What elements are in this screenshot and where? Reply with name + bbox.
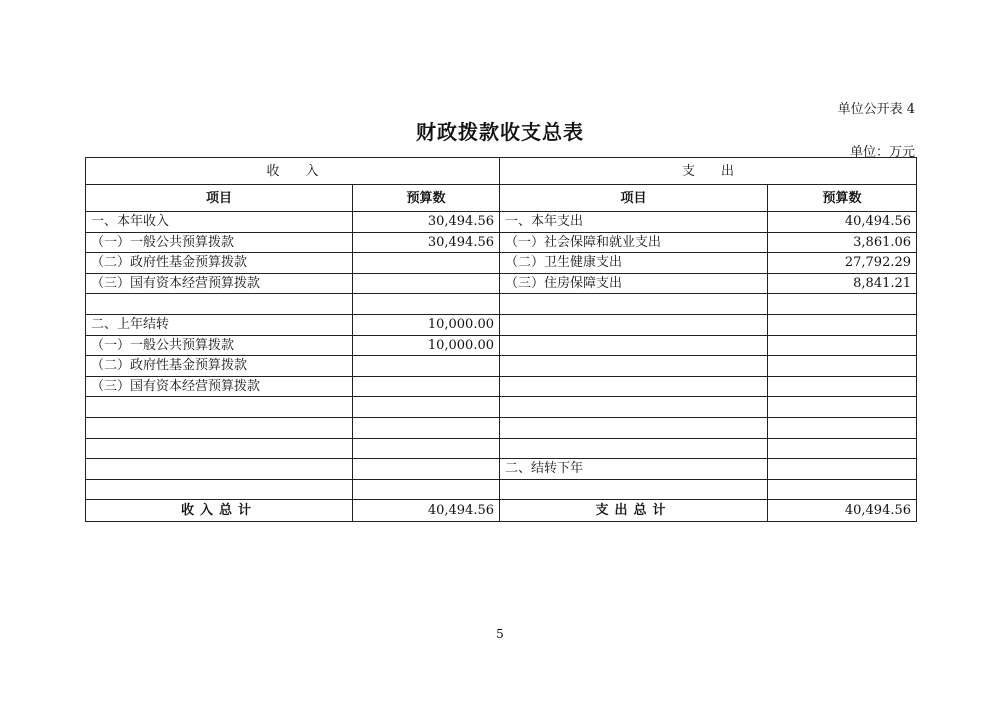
expense-value-cell	[768, 356, 917, 377]
expense-value-cell	[768, 376, 917, 397]
expense-value-cell	[768, 397, 917, 418]
income-item-cell	[86, 294, 353, 315]
income-item-header: 项目	[86, 185, 353, 212]
expense-item-cell	[500, 376, 768, 397]
table-row	[86, 417, 917, 438]
table-row	[86, 376, 917, 397]
expense-item-cell	[500, 417, 768, 438]
expense-value-cell	[768, 294, 917, 315]
expense-value-cell	[768, 479, 917, 500]
income-item-cell: （二）政府性基金预算拨款	[86, 356, 353, 377]
unit-label: 单位：万元	[849, 145, 915, 160]
income-budget-header: 预算数	[353, 185, 500, 212]
table-row	[86, 335, 917, 356]
expense-value-cell	[768, 314, 917, 335]
page-number: 5	[496, 627, 504, 641]
page-title: 财政拨款收支总表	[416, 120, 584, 144]
income-value-cell: 10,000.00	[353, 314, 500, 335]
income-value-cell	[353, 356, 500, 377]
expense-item-cell: 一、本年支出	[500, 212, 768, 233]
table-number: 单位公开表 4	[837, 102, 915, 117]
table-row	[86, 253, 917, 274]
income-item-cell: 一、本年收入	[86, 212, 353, 233]
table-row	[86, 314, 917, 335]
income-item-cell	[86, 459, 353, 480]
income-value-cell: 30,494.56	[353, 212, 500, 233]
income-item-cell: （二）政府性基金预算拨款	[86, 253, 353, 274]
expense-total-value: 40,494.56	[768, 500, 917, 522]
table-row	[86, 273, 917, 294]
expense-item-cell: （二）卫生健康支出	[500, 253, 768, 274]
expense-header: 支 出	[500, 158, 917, 185]
income-item-cell	[86, 417, 353, 438]
expense-item-cell	[500, 397, 768, 418]
income-value-cell: 10,000.00	[353, 335, 500, 356]
expense-item-cell	[500, 335, 768, 356]
expense-item-cell	[500, 356, 768, 377]
table-row	[86, 459, 917, 480]
expense-item-cell	[500, 294, 768, 315]
income-item-cell	[86, 438, 353, 459]
table-row	[86, 232, 917, 253]
table-row	[86, 294, 917, 315]
expense-value-cell	[768, 438, 917, 459]
income-item-cell: （三）国有资本经营预算拨款	[86, 376, 353, 397]
expense-value-cell: 8,841.21	[768, 273, 917, 294]
total-row	[86, 500, 917, 522]
income-item-cell: （一）一般公共预算拨款	[86, 335, 353, 356]
expense-item-cell: （一）社会保障和就业支出	[500, 232, 768, 253]
expense-item-cell	[500, 314, 768, 335]
expense-item-cell: （三）住房保障支出	[500, 273, 768, 294]
income-value-cell	[353, 479, 500, 500]
table-row	[86, 479, 917, 500]
table-row	[86, 397, 917, 418]
income-header: 收 入	[86, 158, 500, 185]
expense-item-cell: 二、结转下年	[500, 459, 768, 480]
income-value-cell	[353, 397, 500, 418]
expense-value-cell	[768, 417, 917, 438]
income-total-label: 收入总计	[86, 500, 353, 522]
income-total-value: 40,494.56	[353, 500, 500, 522]
expense-item-cell	[500, 479, 768, 500]
expense-value-cell: 40,494.56	[768, 212, 917, 233]
budget-table	[85, 157, 917, 522]
expense-item-header: 项目	[500, 185, 768, 212]
expense-value-cell	[768, 459, 917, 480]
income-value-cell	[353, 438, 500, 459]
table-row	[86, 356, 917, 377]
income-value-cell: 30,494.56	[353, 232, 500, 253]
income-item-cell: （三）国有资本经营预算拨款	[86, 273, 353, 294]
income-value-cell	[353, 294, 500, 315]
expense-value-cell	[768, 335, 917, 356]
income-item-cell: （一）一般公共预算拨款	[86, 232, 353, 253]
expense-item-cell	[500, 438, 768, 459]
income-value-cell	[353, 376, 500, 397]
expense-value-cell: 27,792.29	[768, 253, 917, 274]
table-row	[86, 438, 917, 459]
expense-total-label: 支出总计	[500, 500, 768, 522]
income-value-cell	[353, 273, 500, 294]
table-row	[86, 212, 917, 233]
income-item-cell: 二、上年结转	[86, 314, 353, 335]
section-header-row	[86, 158, 917, 185]
column-header-row	[86, 185, 917, 212]
expense-budget-header: 预算数	[768, 185, 917, 212]
income-item-cell	[86, 397, 353, 418]
expense-value-cell: 3,861.06	[768, 232, 917, 253]
income-value-cell	[353, 253, 500, 274]
income-value-cell	[353, 459, 500, 480]
income-value-cell	[353, 417, 500, 438]
income-item-cell	[86, 479, 353, 500]
